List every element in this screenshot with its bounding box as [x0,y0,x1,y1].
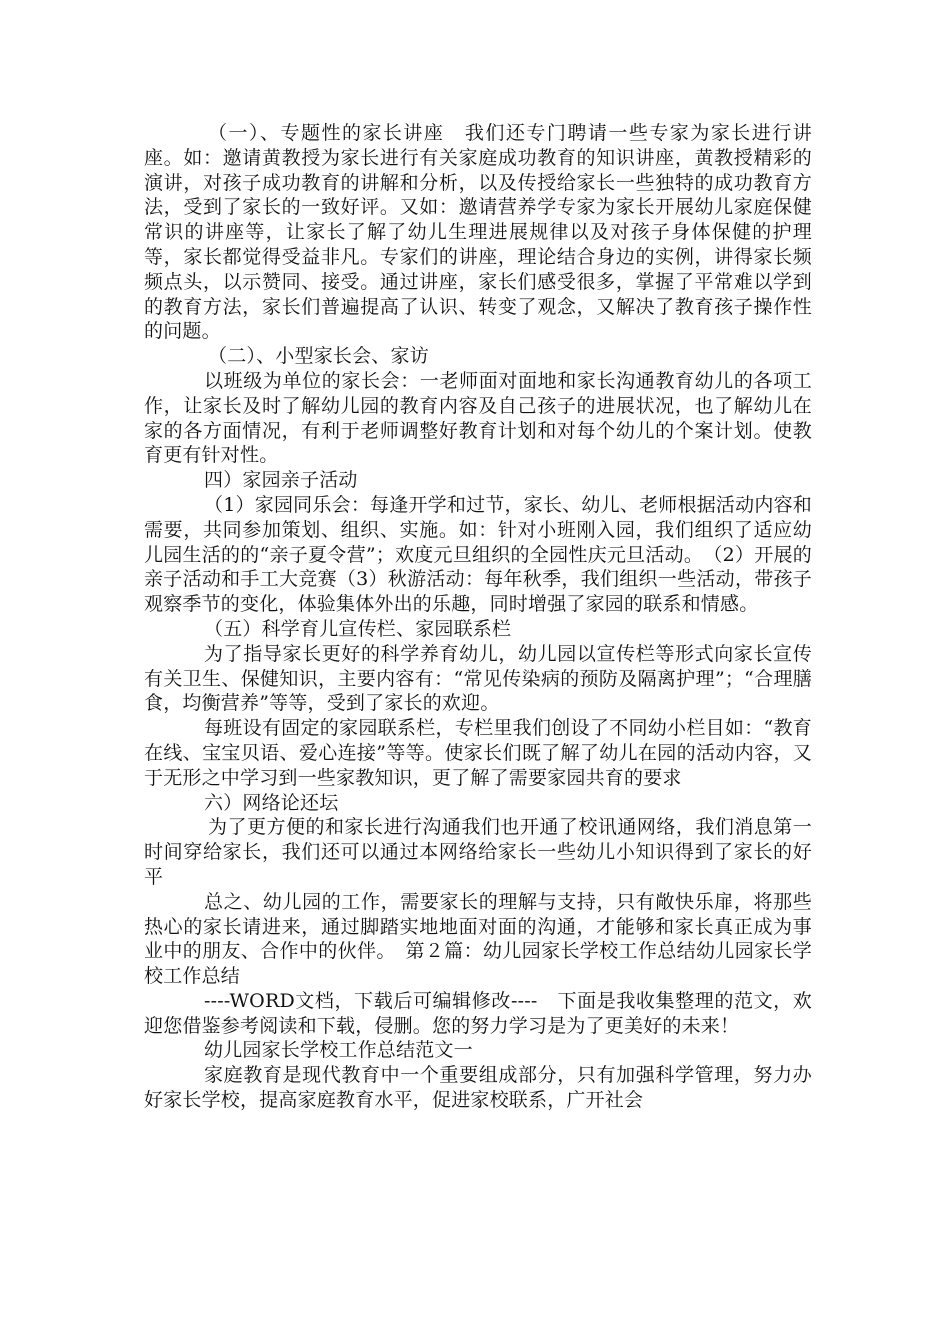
document-body [144,121,812,1113]
paragraph-contact-board: 每班设有固定的家园联系栏，专栏里我们创设了不同幼小栏目如：“教育在线、宝宝贝语、爱心连接”等等。使家长们既了解了幼儿在园的活动内容，又于无形之中学习到一些家教知识，更了解了需要家园共育的要求 [144,717,812,789]
paragraph-activities: （1）家园同乐会：每逢开学和过节，家长、幼儿、老师根据活动内容和需要，共同参加策划、组织、实施。如：针对小班刚入园，我们组织了适应幼儿园生活的的“亲子夏令营”；欢度元旦组织的全园性庆元旦活动。 （2）开展的亲子活动和手工大竞赛（3）秋游活动：每年秋季，我们组织一些活动，带孩子观察季节的变化，体验集体外出的乐趣，同时增强了家园的联系和情感。 [144,493,812,616]
paragraph-lectures: （一）、专题性的家长讲座 我们还专门聘请一些专家为家长进行讲座。如：邀请黄教授为家长进行有关家庭成功教育的知识讲座，黄教授精彩的演讲，对孩子成功教育的讲解和分析，以及传授给家长一些独特的成功教育方法，受到了家长的一致好评。又如：邀请营养学专家为家长开展幼儿家庭保健常识的讲座等，让家长了解了幼儿生理进展规律以及对孩子身体保健的护理等，家长都觉得受益非凡。专家们的讲座，理论结合身边的实例，讲得家长频频点头，以示赞同、接受。通过讲座，家长们感受很多，掌握了平常难以学到的教育方法，家长们普遍提高了认识、转变了观念，又解决了教育孩子操作性的问题。 [144,122,812,343]
paragraph-family-education: 家庭教育是现代教育中一个重要组成部分，只有加强科学管理，努力办好家长学校，提高家庭教育水平，促进家校联系，广开社会 [144,1064,812,1112]
heading-parent-meetings: （二）、小型家长会、家访 [208,345,429,368]
heading-sample-one: 幼儿园家长学校工作总结范文一 [204,1039,473,1062]
paragraph-word-notice: ----WORD文档，下载后可编辑修改---- 下面是我收集整理的范文，欢迎您借鉴参考阅读和下载，侵删。您的努力学习是为了更美好的未来！ [144,989,812,1037]
heading-bulletin-boards: （五）科学育儿宣传栏、家园联系栏 [204,617,512,640]
paragraph-network: 为了更方便的和家长进行沟通我们也开通了校讯通网络，我们消息第一时间穿给家长，我们还可以通过本网络给家长一些幼儿小知识得到了家长的好平 [144,816,812,888]
paragraph-class-meetings: 以班级为单位的家长会：一老师面对面地和家长沟通教育幼儿的各项工作，让家长及时了解幼儿园的教育内容及自己孩子的进展状况，也了解幼儿在家的各方面情况，有利于老师调整好教育计划和对每个幼儿的个案计划。使教育更有针对性。 [144,369,812,467]
paragraph-summary: 总之、幼儿园的工作，需要家长的理解与支持，只有敞快乐扉，将那些热心的家长请进来，通过脚踏实地地面对面的沟通，才能够和家长真正成为事业中的朋友、合作中的伙伴。 第２篇：幼儿园家长学校工作总结幼儿园家长学校工作总结 [144,890,812,988]
heading-parent-child-activities: 四）家园亲子活动 [204,469,358,492]
heading-network-forum: 六）网络论还坛 [204,791,339,814]
paragraph-bulletin: 为了指导家长更好的科学养育幼儿，幼儿园以宣传栏等形式向家长宣传有关卫生、保健知识，主要内容有：“常见传染病的预防及隔离护理”；“合理膳食，均衡营养”等等，受到了家长的欢迎。 [144,642,812,715]
